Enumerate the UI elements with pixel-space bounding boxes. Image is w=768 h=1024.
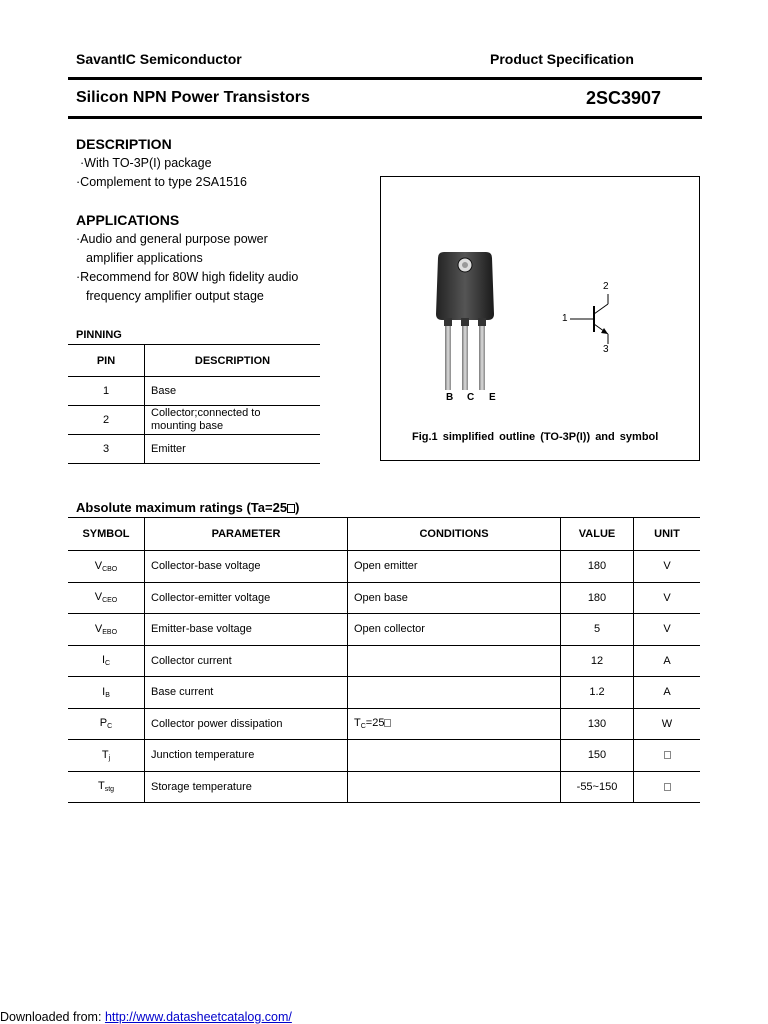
table-row [68, 708, 700, 740]
unit-cell [634, 771, 701, 803]
missing-glyph-icon [664, 751, 671, 759]
symbol-cell: $T_j$ [68, 740, 145, 772]
column-header-parameter: PARAMETER [145, 518, 348, 551]
symbol-cell: $I_C$ [68, 645, 145, 677]
column-header-value: VALUE [561, 518, 634, 551]
footer-label: Downloaded from: [0, 1010, 102, 1024]
parameter-cell: Emitter-base voltage [145, 614, 348, 646]
symbol-label-collector: 2 [603, 281, 609, 292]
package-label-e: E [489, 392, 496, 403]
header-rule-bottom [68, 116, 702, 119]
parameter-cell: Junction temperature [145, 740, 348, 772]
value-cell: 180 [561, 582, 634, 614]
company-name: SavantIC Semiconductor [76, 51, 242, 67]
missing-glyph-icon [384, 719, 391, 727]
document-title: Silicon NPN Power Transistors [76, 89, 310, 106]
value-cell: 130 [561, 708, 634, 740]
pin-description: Base [145, 377, 321, 406]
table-row [68, 582, 700, 614]
column-header-unit: UNIT [634, 518, 701, 551]
description-line: ·Complement to type 2SA1516 [76, 175, 247, 189]
table-row [68, 406, 320, 435]
conditions-cell: $T_C=25$ [348, 708, 561, 740]
package-label-c: C [467, 392, 475, 403]
ratings-table [68, 517, 700, 803]
value-cell: 1.2 [561, 677, 634, 709]
table-row [68, 551, 700, 583]
pinning-table [68, 344, 320, 464]
document-type: Product Specification [490, 51, 634, 67]
column-header-pin: PIN [68, 345, 145, 377]
value-cell: -55~150 [561, 771, 634, 803]
parameter-cell: Collector-emitter voltage [145, 582, 348, 614]
conditions-cell: Open collector [348, 614, 561, 646]
table-row [68, 614, 700, 646]
description-line: ·With TO-3P(I) package [80, 156, 212, 170]
package-label-b: B [446, 392, 454, 403]
symbol-cell: $I_B$ [68, 677, 145, 709]
unit-cell: V [634, 551, 701, 583]
symbol-cell: $P_C$ [68, 708, 145, 740]
symbol-cell: $T_{stg}$ [68, 771, 145, 803]
conditions-cell [348, 645, 561, 677]
part-number: 2SC3907 [586, 88, 662, 108]
download-footer [0, 1010, 292, 1024]
column-header-symbol: SYMBOL [68, 518, 145, 551]
application-line: ·Audio and general purpose power [76, 232, 268, 246]
figure-caption: Fig.1 simplified outline (TO-3P(I)) and symbol [412, 431, 659, 443]
parameter-cell: Storage temperature [145, 771, 348, 803]
conditions-cell [348, 771, 561, 803]
pin-description: Collector;connected to mounting base [145, 406, 321, 435]
missing-glyph-icon [664, 783, 671, 791]
value-cell: 12 [561, 645, 634, 677]
symbol-cell: $V_{CEO}$ [68, 582, 145, 614]
symbol-label-base: 1 [562, 313, 568, 324]
symbol-label-emitter: 3 [603, 344, 609, 355]
pin-number: 3 [68, 435, 145, 464]
datasheet-catalog-link[interactable]: http://www.datasheetcatalog.com/ [104, 1010, 292, 1024]
ratings-heading: Absolute maximum ratings (Ta=25 ) [76, 500, 300, 515]
value-cell: 5 [561, 614, 634, 646]
missing-glyph-icon [287, 504, 295, 513]
conditions-cell: Open base [348, 582, 561, 614]
table-row [68, 645, 700, 677]
table-row [68, 435, 320, 464]
conditions-cell [348, 740, 561, 772]
applications-heading: APPLICATIONS [76, 212, 180, 228]
application-line: ·Recommend for 80W high fidelity audio [76, 270, 299, 284]
table-header-row [68, 345, 320, 377]
pin-number: 1 [68, 377, 145, 406]
pin-number: 2 [68, 406, 145, 435]
unit-cell: A [634, 677, 701, 709]
pin-description: Emitter [145, 435, 321, 464]
symbol-cell: $V_{CBO}$ [68, 551, 145, 583]
application-line: frequency amplifier output stage [86, 289, 264, 303]
unit-cell [634, 740, 701, 772]
unit-cell: V [634, 582, 701, 614]
description-heading: DESCRIPTION [76, 136, 172, 152]
column-header-description: DESCRIPTION [145, 345, 321, 377]
header-rule-top [68, 77, 702, 80]
symbol-cell: $V_{EBO}$ [68, 614, 145, 646]
parameter-cell: Collector-base voltage [145, 551, 348, 583]
application-line: amplifier applications [86, 251, 203, 265]
parameter-cell: Collector power dissipation [145, 708, 348, 740]
parameter-cell: Base current [145, 677, 348, 709]
unit-cell: A [634, 645, 701, 677]
table-row [68, 677, 700, 709]
conditions-cell: Open emitter [348, 551, 561, 583]
value-cell: 180 [561, 551, 634, 583]
table-row [68, 377, 320, 406]
table-row [68, 771, 700, 803]
column-header-conditions: CONDITIONS [348, 518, 561, 551]
figure-box [380, 176, 700, 461]
conditions-cell [348, 677, 561, 709]
pinning-heading: PINNING [76, 329, 122, 341]
table-row [68, 740, 700, 772]
unit-cell: V [634, 614, 701, 646]
table-header-row [68, 518, 700, 551]
npn-transistor-symbol-icon [566, 292, 618, 352]
unit-cell: W [634, 708, 701, 740]
to3p-package-image [430, 250, 502, 392]
value-cell: 150 [561, 740, 634, 772]
parameter-cell: Collector current [145, 645, 348, 677]
